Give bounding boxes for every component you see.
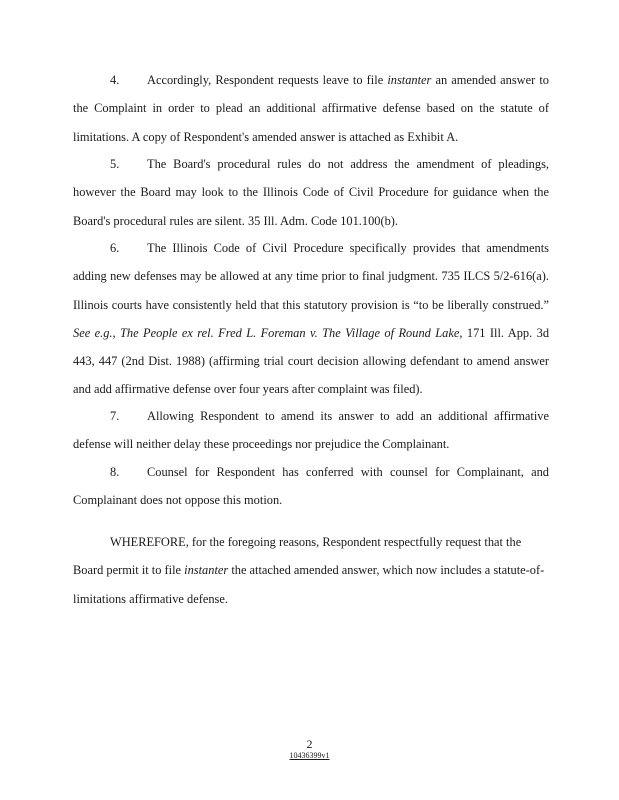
paragraph-text: an amended answer to the Complaint in order to plead an additional affirmative defense based on the statute of limitations. A copy of Respondent's amended answer is attached as Exhibit A.	[73, 73, 549, 144]
paragraph-number: 8.	[110, 465, 120, 479]
paragraph-text: The Board's procedural rules do not address the amendment of pleadings, however the Board may look to the Illinois Code of Civil Procedure for guidance when the Board's procedural rules are silent. 35 Ill. Adm. Code 101.100(b).	[73, 157, 549, 228]
paragraph-8	[73, 458, 549, 515]
wherefore-text: WHEREFORE, for the foregoing reasons, Respondent respectfully request that the Board permit it to file	[73, 535, 522, 578]
paragraph-4	[73, 66, 549, 151]
paragraph-text: Allowing Respondent to amend its answer to add an additional affirmative defense will neither delay these proceedings nor prejudice the Complainant.	[73, 409, 549, 452]
paragraph-6	[73, 234, 549, 404]
wherefore-clause	[73, 528, 549, 613]
paragraph-text: The Illinois Code of Civil Procedure specifically provides that amendments adding new defenses may be allowed at any time prior to final judgment. 735 ILCS 5/2-616(a). Illinois courts have consistently held that this statutory provision is “to be liberally construed.”	[73, 241, 549, 312]
paragraph-number: 5.	[110, 157, 120, 171]
wherefore-italic: instanter	[184, 563, 229, 578]
paragraph-number: 7.	[110, 409, 120, 423]
case-citation: See e.g., The People ex rel. Fred L. Foreman v. The Village of Round Lake	[73, 325, 460, 340]
paragraph-text: Counsel for Respondent has conferred with counsel for Complainant, and Complainant does not oppose this motion.	[73, 465, 549, 508]
paragraph-5	[73, 150, 549, 235]
page-number: 2	[306, 737, 313, 751]
paragraph-text: , 171 Ill. App. 3d 443, 447 (2nd Dist. 1988) (affirming trial court decision allowing defendant to amend answer and add affirmative defense over four years after complaint was filed).	[73, 325, 550, 397]
paragraph-7	[73, 402, 549, 459]
paragraph-text: Accordingly, Respondent requests leave to file	[147, 73, 388, 87]
document-id: 10436399v1	[289, 751, 330, 760]
paragraph-number: 4.	[110, 73, 120, 87]
wherefore-text: the attached amended answer, which now includes a statute-of-limitations affirmative defense.	[73, 563, 545, 606]
paragraph-number: 6.	[110, 241, 120, 255]
paragraph-italic: instanter	[387, 73, 432, 87]
